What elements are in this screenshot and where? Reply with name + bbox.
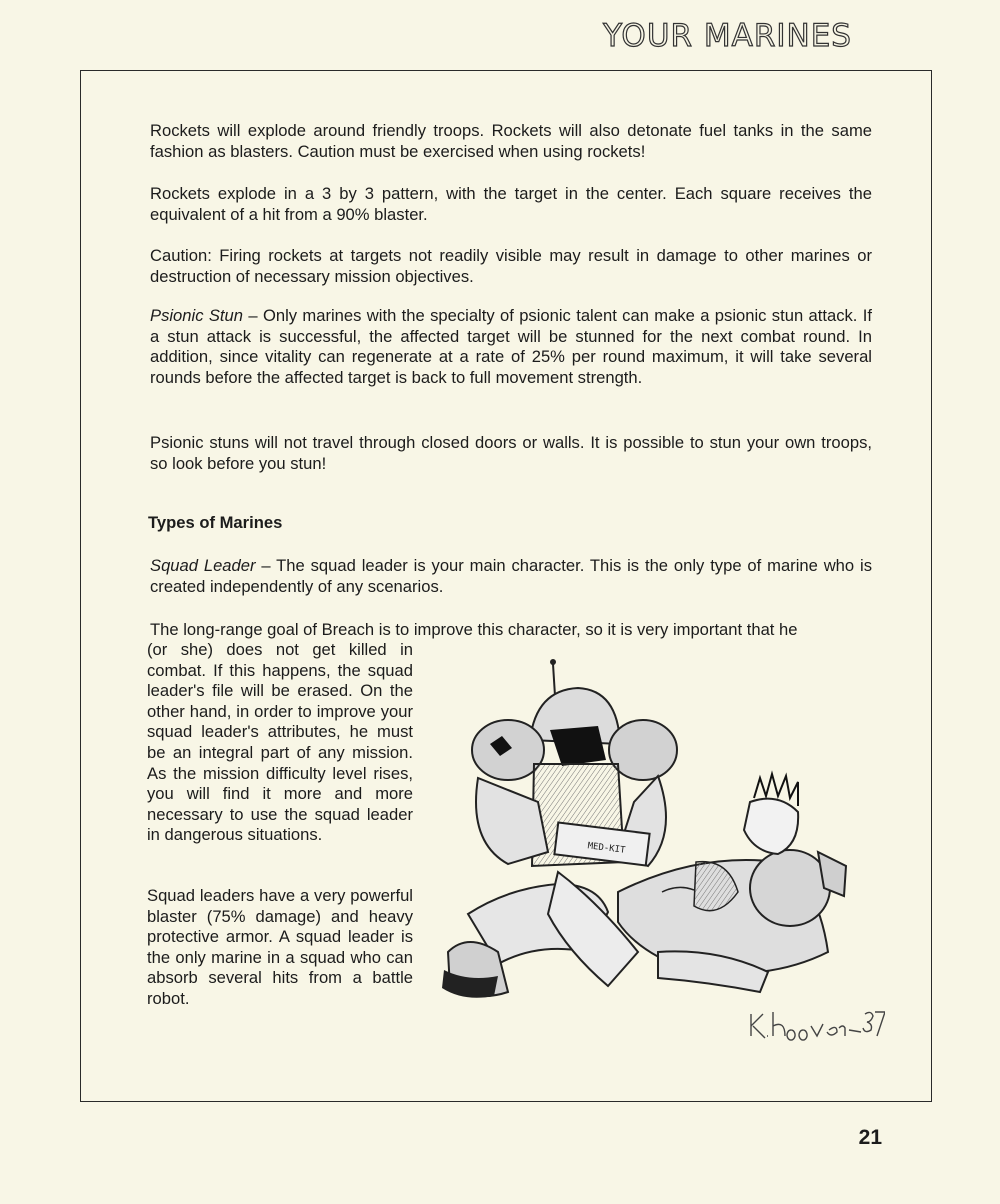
squad-leader-text: – The squad leader is your main character. This is the only type of marine who is created independently of any scenarios. — [150, 556, 872, 596]
paragraph-squad-leader — [150, 556, 872, 597]
marine-medkit-illustration — [438, 652, 878, 1018]
page-header-title: YOUR MARINES — [603, 18, 852, 54]
artist-signature — [745, 1000, 885, 1046]
psionic-stun-text: – Only marines with the specialty of psionic talent can make a psionic stun attack. If a stun attack is successful, the affected target will be stunned for the next combat round. In addition, since vitality can regenerate at a rate of 25% per round maximum, it will take several rounds before the affected target is back to full movement strength. — [150, 306, 872, 387]
paragraph-psionic-stun — [150, 306, 872, 388]
paragraph-psionic-doors: Psionic stuns will not travel through closed doors or walls. It is possible to stun your own troops, so look before you stun! — [150, 433, 872, 473]
psionic-stun-term: Psionic Stun — [150, 306, 243, 325]
paragraph-rockets-caution: Caution: Firing rockets at targets not readily visible may result in damage to other marines or destruction of necessary mission objectives. — [150, 246, 872, 286]
paragraph-long-range-goal-first-line: The long-range goal of Breach is to improve this character, so it is very important that he — [150, 620, 798, 639]
paragraph-rockets-pattern: Rockets explode in a 3 by 3 pattern, with the target in the center. Each square receives the equivalent of a hit from a 90% blaster. — [150, 184, 872, 224]
paragraph-squad-leader-equipment: Squad leaders have a very powerful blaster (75% damage) and heavy protective armor. A squad leader is the only marine in a squad who can absorb several hits from a battle robot. — [147, 886, 413, 1008]
paragraph-long-range-goal-wrapped: (or she) does not get killed in combat. If this happens, the squad leader's file will be erased. On the other hand, in order to improve your squad leader's attributes, he must be an integral part of any mission. As the mission difficulty level rises, you will find it more and more necessary to use the squad leader in dangerous situations. — [147, 640, 413, 845]
paragraph-rockets-friendly: Rockets will explode around friendly troops. Rockets will also detonate fuel tanks in the same fashion as blasters. Caution must be exercised when using rockets! — [150, 121, 872, 161]
section-heading-types-of-marines: Types of Marines — [148, 513, 283, 532]
page-number: 21 — [858, 1126, 882, 1149]
squad-leader-term: Squad Leader — [150, 556, 256, 575]
medkit-label: MED-KIT — [587, 841, 626, 856]
